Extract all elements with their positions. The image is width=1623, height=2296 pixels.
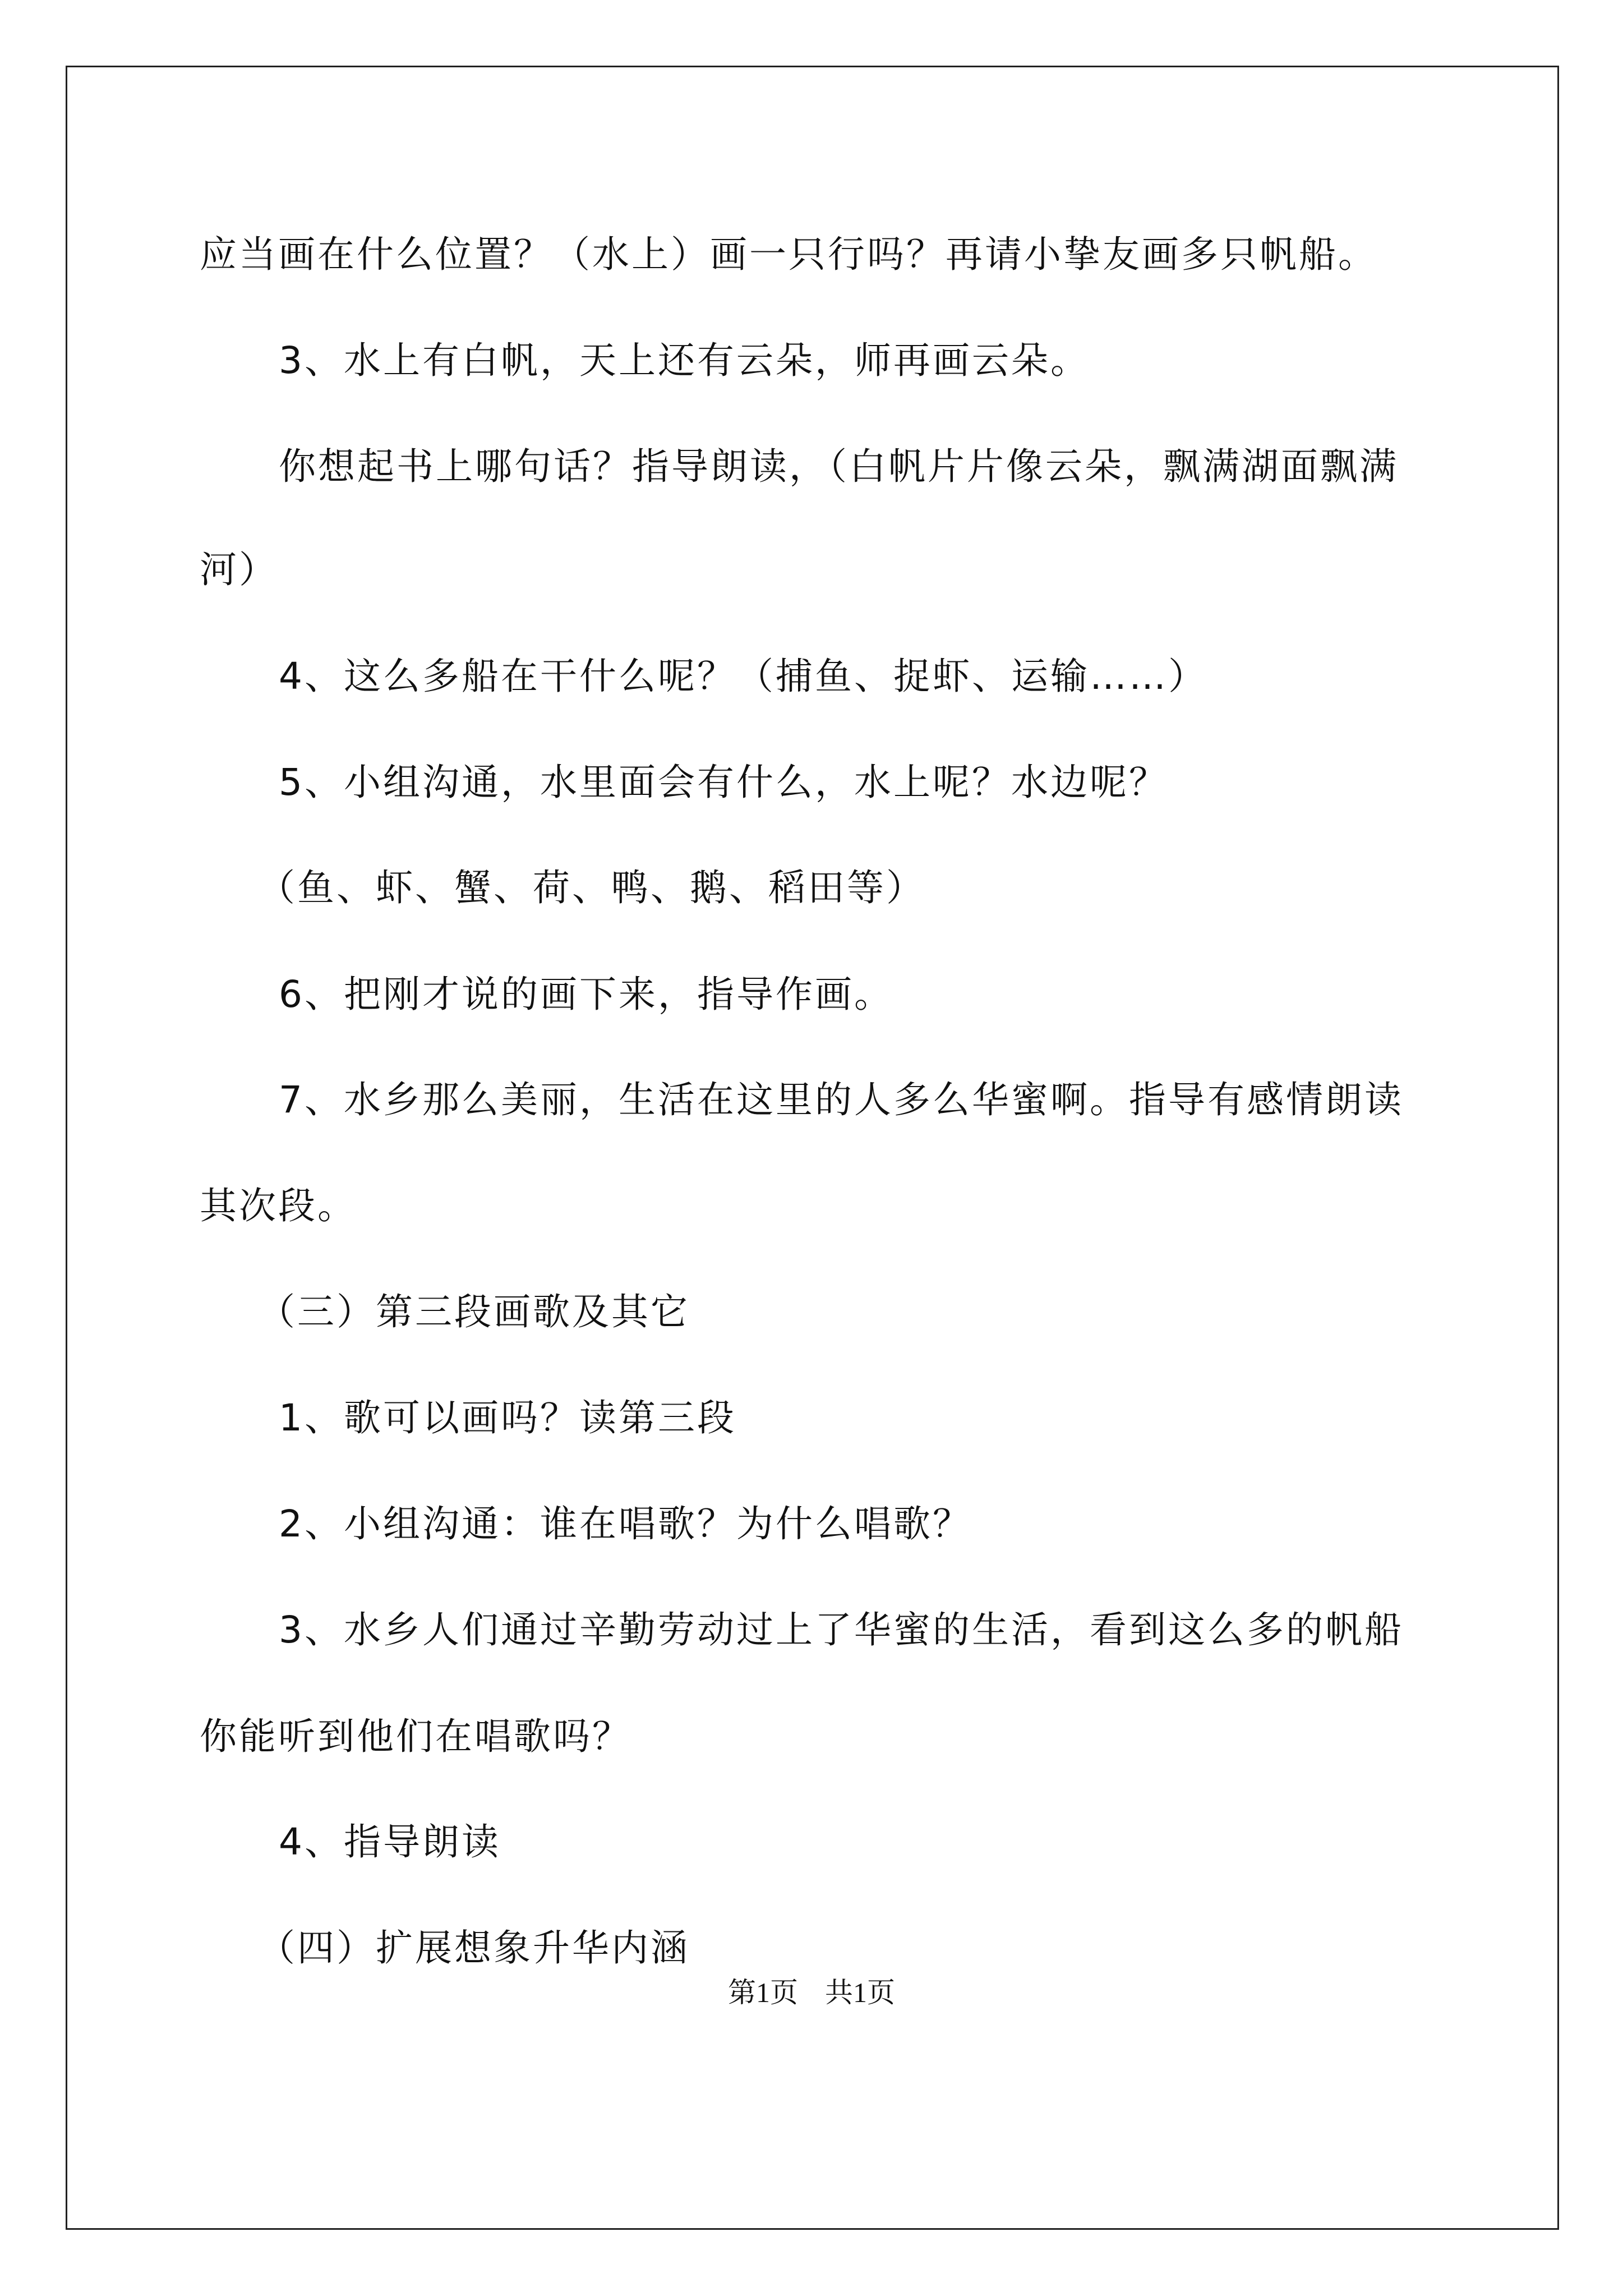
page-border <box>66 66 1559 2230</box>
page-number-current: 第1页 <box>728 1977 798 2008</box>
text-line-3: 你想起书上哪句话？指导朗读，（白帆片片像云朵，飘满湖面飘满 <box>279 445 1399 488</box>
text-line-9: 7、水乡那么美丽，生活在这里的人多么华蜜啊。指导有感情朗读 <box>279 1078 1404 1121</box>
page-number-total: 共1页 <box>825 1977 895 2008</box>
section-heading-4: （四）扩展想象升华内涵 <box>258 1926 690 1970</box>
text-line-4: 河） <box>200 548 278 591</box>
text-line-8: 6、把刚才说的画下来，指导作画。 <box>279 973 893 1016</box>
text-line-15: 你能听到他们在唱歌吗？ <box>200 1715 631 1758</box>
text-line-13: 2、小组沟通：谁在唱歌？为什么唱歌？ <box>279 1502 972 1545</box>
text-line-12: 1、歌可以画吗？读第三段 <box>279 1396 736 1439</box>
text-line-5: 4、这么多船在干什么呢？（捕鱼、捉虾、运输……） <box>279 655 1207 698</box>
text-line-10: 其次段。 <box>200 1184 357 1227</box>
page-footer <box>0 1976 1623 2009</box>
text-line-2: 3、水上有白帆，天上还有云朵，师再画云朵。 <box>279 339 1090 382</box>
section-heading-3: （三）第三段画歌及其它 <box>258 1290 690 1333</box>
text-line-16: 4、指导朗读 <box>279 1820 501 1864</box>
text-line-14: 3、水乡人们通过辛勤劳动过上了华蜜的生活，看到这么多的帆船 <box>279 1608 1404 1651</box>
text-line-7: （鱼、虾、蟹、荷、鸭、鹅、稻田等） <box>258 866 925 909</box>
text-line-6: 5、小组沟通，水里面会有什么，水上呢？水边呢？ <box>279 761 1168 804</box>
text-line-1: 应当画在什么位置？（水上）画一只行吗？再请小挚友画多只帆船。 <box>200 233 1377 276</box>
